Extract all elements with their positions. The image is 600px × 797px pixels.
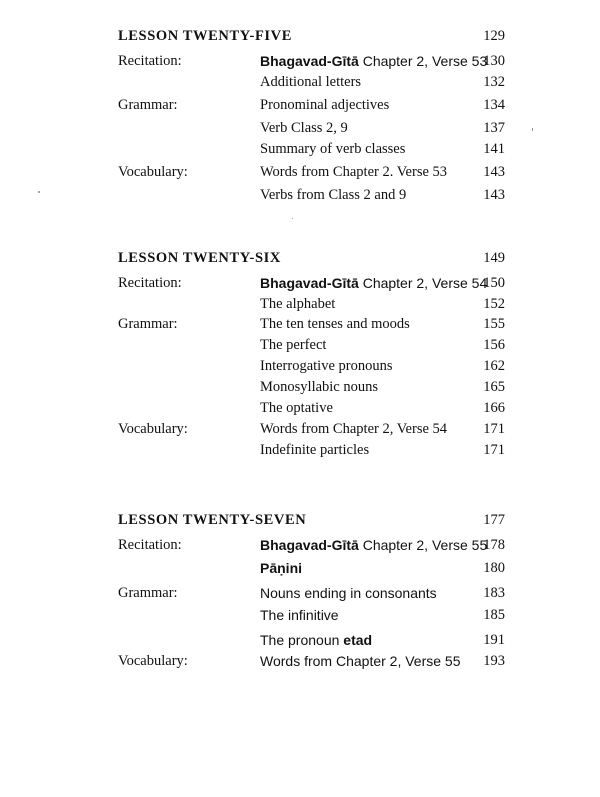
entry-page-number: 178	[483, 537, 505, 553]
entry-title-part: Chapter 2, Verse 55	[358, 537, 488, 553]
entry-title	[260, 141, 405, 158]
entry-title-part: etad	[343, 632, 373, 648]
entry-category: Vocabulary:	[118, 421, 188, 437]
entry-category: Vocabulary:	[118, 653, 188, 669]
lesson-title: LESSON TWENTY-FIVE	[118, 28, 292, 44]
entry-page-number: 152	[483, 296, 505, 312]
entry-title-part: Chapter 2, Verse 54	[358, 275, 488, 291]
lesson-title: LESSON TWENTY-SIX	[118, 250, 281, 266]
scan-speck	[532, 128, 533, 131]
entry-page-number: 143	[483, 164, 505, 180]
entry-title	[260, 560, 302, 578]
entry-page-number: 165	[483, 379, 505, 395]
entry-title-part: Monosyllabic nouns	[260, 379, 379, 395]
entry-page-number: 132	[483, 74, 505, 90]
entry-title	[260, 53, 487, 71]
entry-title-part: Summary of verb classes	[260, 141, 406, 157]
entry-page-number: 191	[483, 632, 505, 648]
entry-category: Grammar:	[118, 97, 178, 113]
entry-title	[260, 164, 447, 181]
entry-title	[260, 537, 487, 555]
entry-category: Vocabulary:	[118, 164, 188, 180]
entry-title-part: Words from Chapter 2. Verse 53	[260, 164, 448, 180]
lesson-page-number: 149	[483, 250, 505, 266]
entry-page-number: 180	[483, 560, 505, 576]
entry-page-number: 162	[483, 358, 505, 374]
lesson-title: LESSON TWENTY-SEVEN	[118, 512, 307, 528]
entry-page-number: 141	[483, 141, 505, 157]
entry-page-number: 166	[483, 400, 505, 416]
entry-page-number: 155	[483, 316, 505, 332]
entry-title	[260, 97, 389, 114]
lesson-page-number: 177	[483, 512, 505, 528]
entry-title-part: Words from Chapter 2, Verse 54	[260, 421, 448, 437]
scan-speck	[292, 218, 293, 219]
entry-page-number: 130	[483, 53, 505, 69]
entry-title	[260, 187, 406, 204]
entry-page-number: 185	[483, 607, 505, 623]
entry-title	[260, 653, 461, 671]
entry-title	[260, 400, 333, 417]
entry-page-number: 171	[483, 442, 505, 458]
entry-category: Recitation:	[118, 275, 182, 291]
entry-title-part: Verb Class 2, 9	[260, 120, 348, 136]
entry-title-part: The perfect	[260, 337, 327, 353]
entry-title-part: Words from Chapter 2, Verse 55	[260, 653, 461, 669]
entry-title-part: Bhagavad-Gītā	[260, 275, 359, 291]
entry-title-part: Interrogative pronouns	[260, 358, 393, 374]
entry-page-number: 137	[483, 120, 505, 136]
entry-title	[260, 74, 361, 91]
entry-title-part: Bhagavad-Gītā	[260, 537, 359, 553]
entry-title-part: Verbs from Class 2 and 9	[260, 187, 407, 203]
entry-page-number: 183	[483, 585, 505, 601]
entry-page-number: 193	[483, 653, 505, 669]
entry-category: Recitation:	[118, 53, 182, 69]
entry-category: Recitation:	[118, 537, 182, 553]
entry-title	[260, 607, 339, 625]
entry-title	[260, 379, 378, 396]
entry-category: Grammar:	[118, 585, 178, 601]
entry-title-part: Pronominal adjectives	[260, 97, 390, 113]
entry-title-part: Pāṇini	[260, 560, 303, 576]
entry-title-part: Bhagavad-Gītā	[260, 53, 359, 69]
entry-title	[260, 120, 348, 137]
entry-title-part: The optative	[260, 400, 333, 416]
entry-title	[260, 358, 392, 375]
entry-title-part: Additional letters	[260, 74, 362, 90]
entry-title	[260, 275, 487, 293]
entry-title-part: The alphabet	[260, 296, 336, 312]
entry-title	[260, 316, 410, 333]
entry-page-number: 150	[483, 275, 505, 291]
entry-title	[260, 442, 369, 459]
entry-page-number: 143	[483, 187, 505, 203]
entry-title	[260, 585, 437, 603]
entry-title-part: The pronoun	[260, 632, 344, 648]
entry-title	[260, 296, 335, 313]
entry-title-part: The ten tenses and moods	[260, 316, 410, 332]
entry-category: Grammar:	[118, 316, 178, 332]
entry-title-part: Chapter 2, Verse 53	[358, 53, 488, 69]
scan-speck	[38, 191, 40, 193]
entry-title-part: Indefinite particles	[260, 442, 370, 458]
entry-title-part: Nouns ending in consonants	[260, 585, 437, 601]
entry-title-part: The infinitive	[260, 607, 339, 623]
entry-title	[260, 632, 372, 650]
entry-title	[260, 421, 447, 438]
entry-page-number: 171	[483, 421, 505, 437]
entry-page-number: 134	[483, 97, 505, 113]
entry-page-number: 156	[483, 337, 505, 353]
lesson-page-number: 129	[483, 28, 505, 44]
entry-title	[260, 337, 326, 354]
